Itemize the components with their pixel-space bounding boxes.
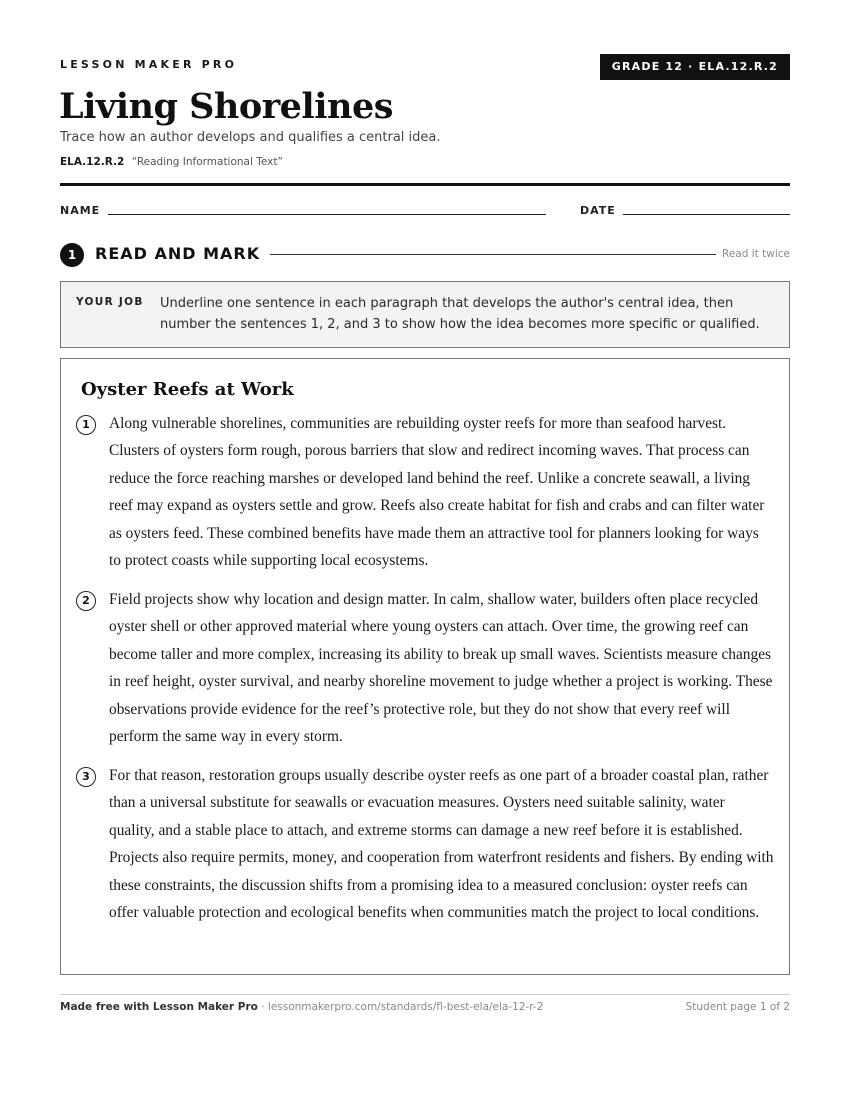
- date-label: DATE: [580, 204, 616, 217]
- paragraph-number: 3: [76, 767, 96, 787]
- name-label: NAME: [60, 204, 101, 217]
- grade-badge: GRADE 12 · ELA.12.R.2: [600, 54, 790, 80]
- section-divider: [270, 254, 716, 255]
- paragraph-text: For that reason, restoration groups usually describe oyster reefs as one part of a broader coastal plan, rather than a universal substitute for seawalls or evacuation measures. Oysters need suitable salinity, water quality, and a stable place to attach, and extreme storms can damage a new reef before it is established. Projects also require permits, money, and cooperation from waterfront residents and fishers. By ending with these constraints, the discussion shifts from a promising idea to a measured conclusion: oyster reefs can offer valuable protection and ecological benefits when communities match the project to local conditions.: [109, 767, 774, 922]
- instructions-box: [60, 281, 790, 348]
- paragraph-number: 1: [76, 415, 96, 435]
- footer-credit: [60, 1001, 543, 1013]
- paragraph-text: Along vulnerable shorelines, communities are rebuilding oyster reefs for more than seafood harvest. Clusters of oysters form rough, porous barriers that slow and redirect incoming waves. That process can reduce the force reaching marshes or developed land behind the reef. Unlike a concrete seawall, a living reef may expand as oysters settle and grow. Reefs also create habitat for fish and crabs and can filter water as oysters feed. These combined benefits have made them an attractive tool for planners looking for ways to protect coasts while supporting local ecosystems.: [109, 415, 765, 570]
- footer-divider: [60, 994, 790, 995]
- section-title: READ AND MARK: [95, 244, 261, 263]
- paragraph-text: Field projects show why location and design matter. In calm, shallow water, builders often place recycled oyster shell or other approved material where young oysters can attach. Over time, the growing reef can become taller and more complex, increasing its ability to break up small waves. Scientists measure changes in reef height, oyster survival, and nearby shoreline movement to judge whether a project is working. These observations provide evidence for the reef’s protective role, but they do not show that every reef will perform the same way in every storm.: [109, 591, 773, 746]
- date-field[interactable]: [623, 214, 790, 215]
- brand-name: LESSON MAKER PRO: [60, 58, 238, 71]
- passage-title: Oyster Reefs at Work: [81, 379, 294, 400]
- page-title: Living Shorelines: [59, 86, 393, 127]
- section-number-badge: 1: [60, 243, 84, 267]
- section-hint: Read it twice: [722, 248, 790, 260]
- standard-code: ELA.12.R.2: [60, 156, 125, 168]
- header-bar: [60, 54, 790, 80]
- standard-name: “Reading Informational Text”: [131, 156, 283, 168]
- reading-passage: [60, 358, 790, 975]
- footer-url[interactable]: · lessonmakerpro.com/standards/fl-best-ela/ela-12-r-2: [257, 1001, 544, 1013]
- page-indicator: Student page 1 of 2: [685, 1001, 790, 1013]
- instructions-text: Underline one sentence in each paragraph that develops the author's central idea, then number the sentences 1, 2, and 3 to show how the idea becomes more specific or qualified.: [160, 296, 760, 332]
- header-divider: [60, 183, 790, 186]
- page-subtitle: Trace how an author develops and qualifies a central idea.: [60, 130, 441, 145]
- footer-brand: Made free with Lesson Maker Pro: [60, 1001, 258, 1013]
- instructions-label: YOUR JOB: [76, 296, 144, 308]
- paragraph-number: 2: [76, 591, 96, 611]
- standard-line: [60, 156, 283, 168]
- name-field[interactable]: [108, 214, 546, 215]
